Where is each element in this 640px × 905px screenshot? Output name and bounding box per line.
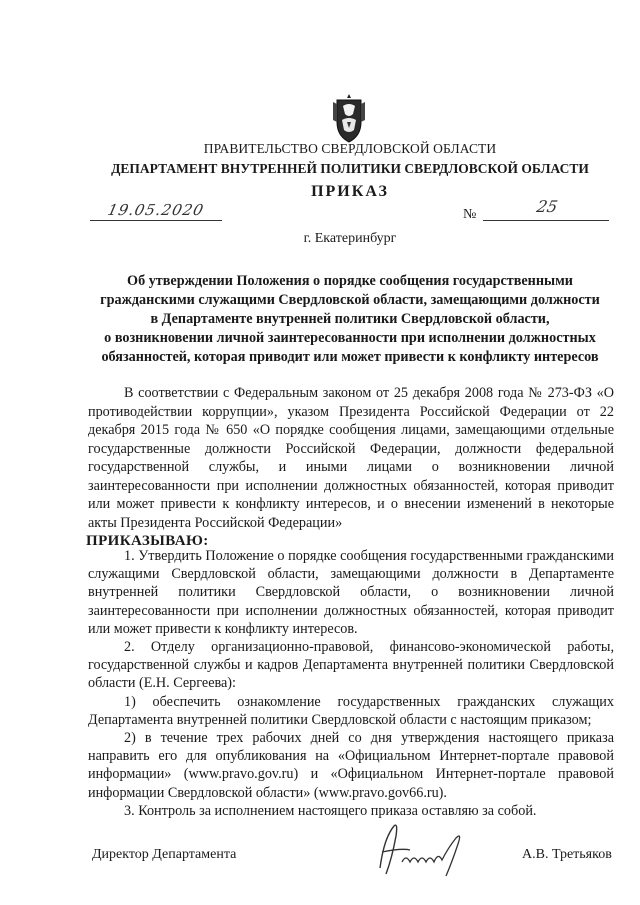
order-title [84,272,616,367]
city: г. Екатеринбург [303,231,397,246]
order-number: 25 [534,197,560,216]
handwritten-signature [372,818,472,880]
date-underline [90,219,222,221]
number-label: № [463,207,477,222]
title-line: о возникновении личной заинтересованности при исполнении должностных [104,330,596,346]
preamble [88,384,614,532]
order-item: 1) обеспечить ознакомление государственных гражданских служащих Департамента внутренней политики Свердловской области с настоящим приказом; [88,693,614,728]
order-items [88,547,614,820]
signatory-position: Директор Департамента [92,847,237,862]
number-underline [483,219,609,221]
order-item: 1. Утвердить Положение о порядке сообщения государственными гражданскими служащими Свердловской области, замещающими должности в Департаменте внутренней политики Свердловской области, о возникновении личной заинтересованности при исполнении должностных обязанностей, которая приводит или может привести к конфликту интересов. [88,548,614,637]
title-line: Об утверждении Положения о порядке сообщения государственными [127,273,573,289]
title-line: обязанностей, которая приводит или может привести к конфликту интересов [101,349,599,365]
order-item: 2. Отделу организационно-правовой, финансово-экономической работы, государственной службы и кадров Департамента внутренней политики Свердловской области (Е.Н. Сергеева): [88,639,614,692]
order-item: 2) в течение трех рабочих дней со дня утверждения настоящего приказа направить его для опубликования на «Официальном Интернет-портале правовой информации» (www.pravo.gov.ru) и «Официальном Интернет-портале правовой информации Свердловской области» (www.pravo.gov66.ru). [88,730,614,801]
coat-of-arms-icon [327,92,371,144]
preamble-text: В соответствии с Федеральным законом от 25 декабря 2008 года № 273-ФЗ «О противодействии коррупции», указом Президента Российской Федерации от 22 декабря 2015 года № 650 «О порядке сообщения лицами, замещающими отдельные государственные должности Российской Федерации, должности федеральной государственной службы, и иными лицами о возникновении личной заинтересованности при исполнении должностных обязанностей, которая приводит или может привести к конфликту интересов, и о внесении изменений в некоторые акты Президента Российской Федерации» [88,385,614,531]
org-line-government: ПРАВИТЕЛЬСТВО СВЕРДЛОВСКОЙ ОБЛАСТИ [203,141,497,156]
order-item: 3. Контроль за исполнением настоящего приказа оставляю за собой. [124,802,537,819]
title-line: гражданскими служащими Свердловской области, замещающими должности [100,292,600,308]
order-word: ПРИКАЗЫВАЮ: [86,533,209,549]
title-line: в Департаменте внутренней политики Свердловской области, [150,311,550,327]
signatory-name: А.В. Третьяков [522,847,612,862]
order-date: 19.05.2020 [106,201,206,219]
org-line-department: ДЕПАРТАМЕНТ ВНУТРЕННЕЙ ПОЛИТИКИ СВЕРДЛОВСКОЙ ОБЛАСТИ [111,161,589,176]
document-type: ПРИКАЗ [311,183,389,200]
